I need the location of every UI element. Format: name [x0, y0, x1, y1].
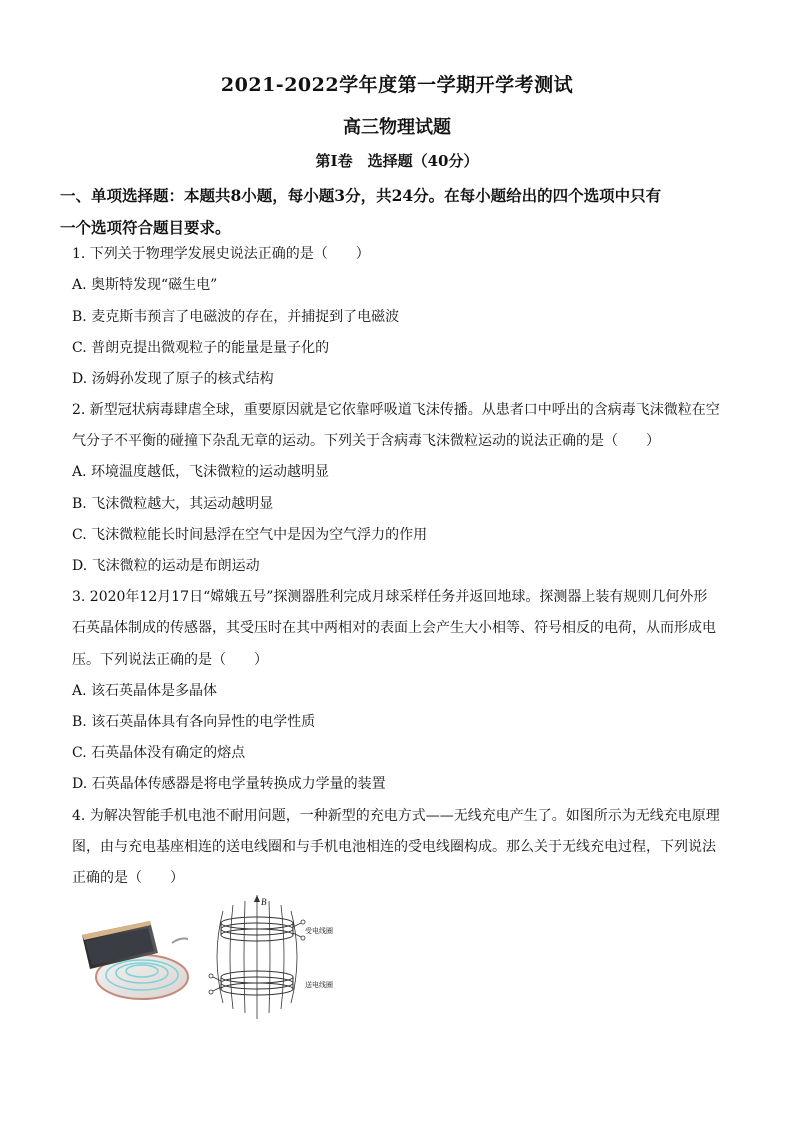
- question-2-stem-line-1: 2. 新型冠状病毒肆虐全球，重要原因就是它依靠呼吸道飞沫传播。从患者口中呼出的含病毒飞沫微粒在空: [72, 402, 720, 418]
- section-heading-line-1: 一、单项选择题：本题共8小题，每小题3分，共24分。在每小题给出的四个选项中只有: [60, 186, 662, 205]
- section-heading: [60, 180, 740, 244]
- question-3-stem-line-2: 石英晶体制成的传感器，其受压时在其中两相对的表面上会产生大小相等、符号相反的电荷，从而形成电: [72, 620, 716, 636]
- section-heading-line-2: 一个选项符合题目要求。: [60, 218, 231, 237]
- question-1-option-c: C. 普朗克提出微观粒子的能量是量子化的: [72, 340, 330, 356]
- question-3-option-a: A. 该石英晶体是多晶体: [72, 683, 218, 699]
- question-1-stem: 1. 下列关于物理学发展史说法正确的是（ ）: [72, 246, 370, 262]
- sender-coil-label: 送电线圈: [305, 981, 333, 989]
- question-3-stem-line-1: 3. 2020年12月17日“嫦娥五号”探测器胜利完成月球采样任务并返回地球。探测器上装有规则几何外形: [72, 589, 708, 605]
- question-1-option-a: A. 奥斯特发现“磁生电”: [72, 277, 218, 293]
- coil-diagram: [205, 893, 345, 1021]
- field-label: B: [261, 897, 267, 907]
- question-2-option-c: C. 飞沫微粒能长时间悬浮在空气中是因为空气浮力的作用: [72, 527, 428, 543]
- question-2-option-a: A. 环境温度越低，飞沫微粒的运动越明显: [72, 464, 330, 480]
- question-2-option-d: D. 飞沫微粒的运动是布朗运动: [72, 558, 260, 574]
- question-2-option-b: B. 飞沫微粒越大，其运动越明显: [72, 496, 274, 512]
- question-3-stem-line-3: 压。下列说法正确的是（ ）: [72, 652, 268, 668]
- question-4-stem-line-3: 正确的是（ ）: [72, 870, 184, 886]
- exam-subtitle: 高三物理试题: [343, 117, 451, 138]
- question-4-stem-line-2: 图，由与充电基座相连的送电线圈和与手机电池相连的受电线圈构成。那么关于无线充电过程，下列说法: [72, 839, 716, 855]
- question-1-option-d: D. 汤姆孙发现了原子的核式结构: [72, 371, 274, 387]
- question-3-option-c: C. 石英晶体没有确定的熔点: [72, 745, 246, 761]
- question-2-stem-line-2: 气分子不平衡的碰撞下杂乱无章的运动。下列关于含病毒飞沫微粒运动的说法正确的是（ ）: [72, 433, 660, 449]
- question-3-option-d: D. 石英晶体传感器是将电学量转换成力学量的装置: [72, 776, 386, 792]
- question-4-stem-line-1: 4. 为解决智能手机电池不耐用问题，一种新型的充电方式——无线充电产生了。如图所示为无线充电原理: [72, 808, 720, 824]
- exam-title: 2021-2022学年度第一学期开学考测试: [220, 74, 574, 96]
- part-title: 第I卷 选择题（40分）: [315, 152, 479, 170]
- phone-charger-image: [80, 913, 190, 1005]
- question-1-option-b: B. 麦克斯韦预言了电磁波的存在，并捕捉到了电磁波: [72, 309, 400, 325]
- question-3-option-b: B. 该石英晶体具有各向异性的电学性质: [72, 714, 316, 730]
- receiver-coil-label: 受电线圈: [305, 927, 333, 935]
